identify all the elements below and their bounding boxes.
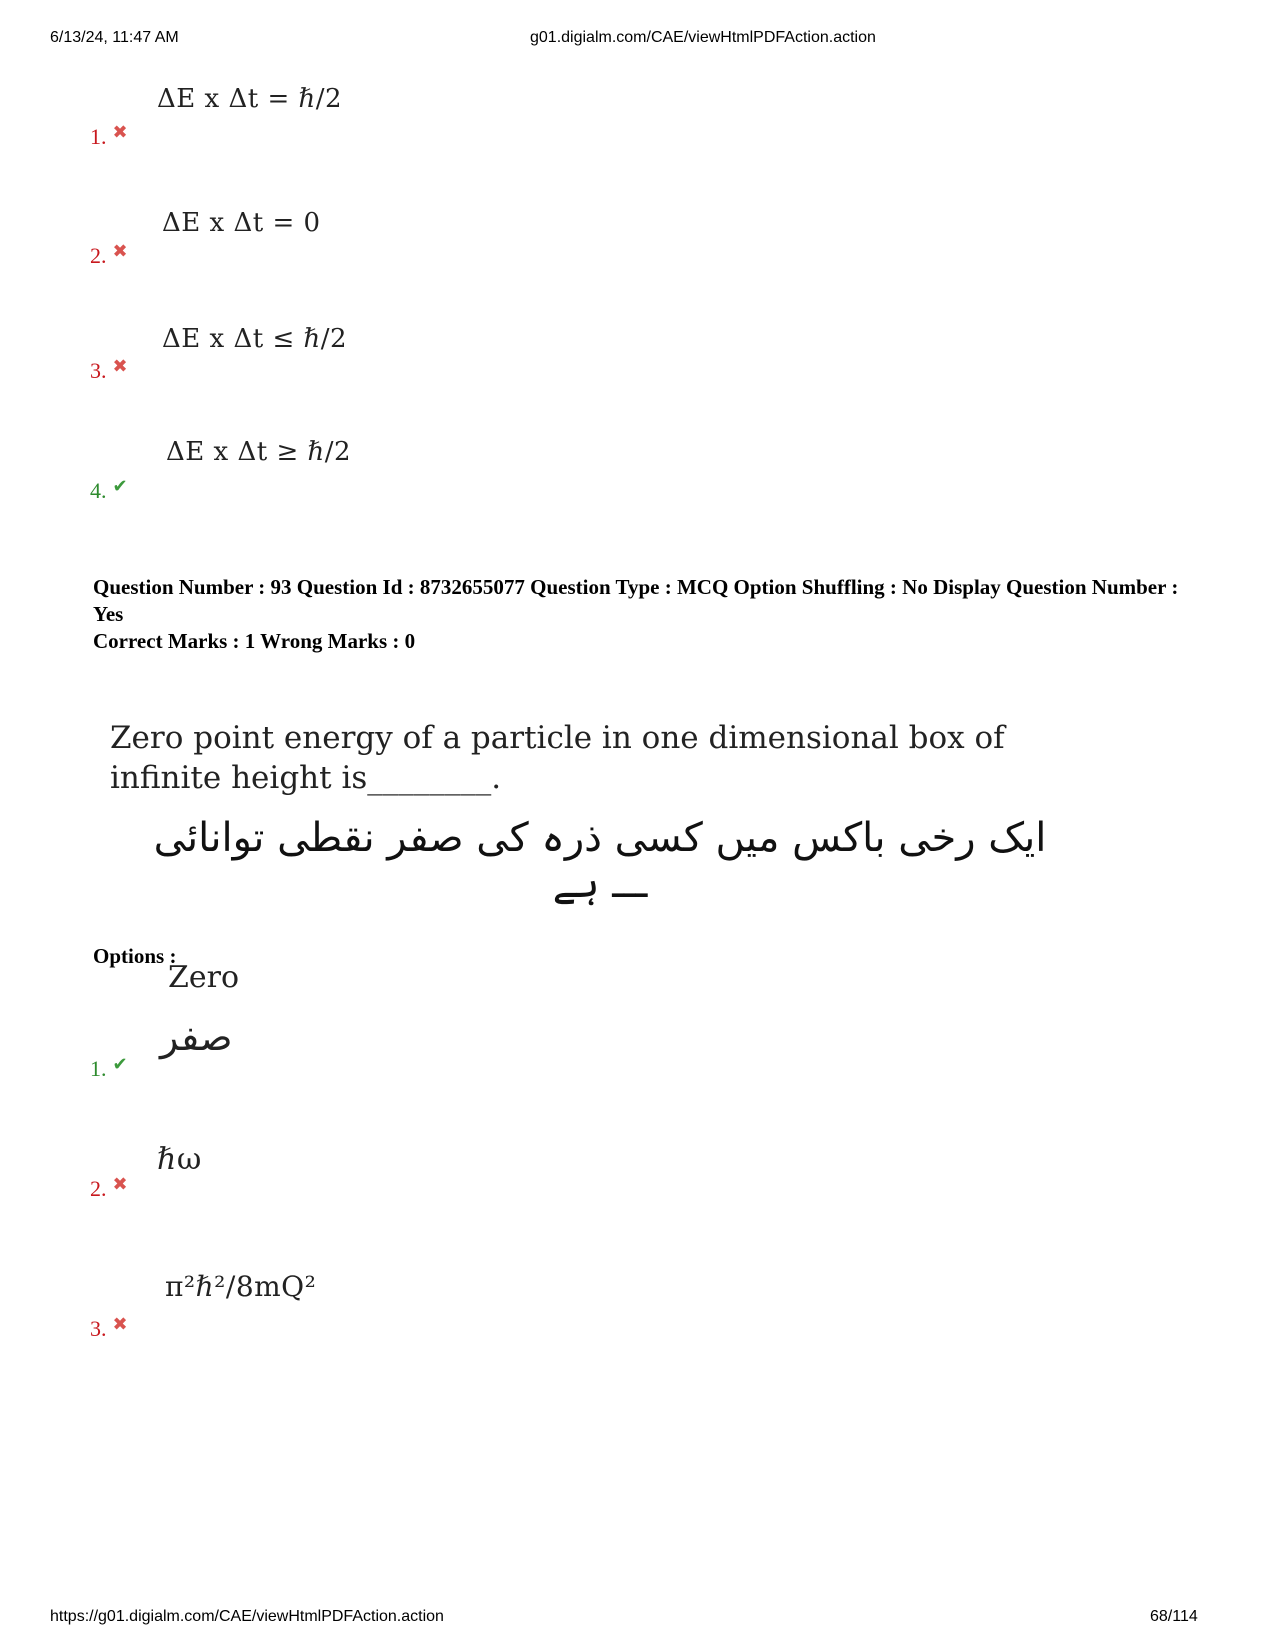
cross-icon: ✖ xyxy=(112,1314,128,1334)
cross-icon: ✖ xyxy=(112,122,128,142)
option-3-formula: π²ℏ²/8mQ² xyxy=(165,1270,317,1303)
prev-option-1-number: 1. ✖ xyxy=(90,122,128,149)
question-marks: Correct Marks : 1 Wrong Marks : 0 xyxy=(93,629,416,653)
option-2-formula: ℏω xyxy=(157,1142,202,1177)
print-datetime: 6/13/24, 11:47 AM xyxy=(50,29,179,46)
check-icon: ✔ xyxy=(112,1054,128,1074)
option-1-text-english: Zero xyxy=(168,960,240,995)
options-label: Options : xyxy=(93,944,177,968)
question-text-urdu: ایک رخی باکس میں کسی ذرہ کی صفر نقطی توانائی ـــ ہے xyxy=(153,815,1047,907)
prev-option-3-formula: ΔE x Δt ≤ ℏ/2 xyxy=(162,324,348,354)
question-text-english: Zero point energy of a particle in one dimensional box of infinite height is________. xyxy=(110,720,1005,796)
check-icon: ✔ xyxy=(112,476,128,496)
question-meta: Question Number : 93 Question Id : 8732655077 Question Type : MCQ Option Shuffling : No Display Question Number : Yes xyxy=(93,575,1179,626)
option-3-number: 3. ✖ xyxy=(90,1314,128,1341)
print-url-footer: https://g01.digialm.com/CAE/viewHtmlPDFAction.action xyxy=(50,1608,444,1625)
page-number: 68/114 xyxy=(1150,1608,1198,1625)
cross-icon: ✖ xyxy=(112,241,128,261)
prev-option-4-formula: ΔE x Δt ≥ ℏ/2 xyxy=(166,437,352,467)
option-2-number: 2. ✖ xyxy=(90,1174,128,1201)
prev-option-1-formula: ΔE x Δt = ℏ/2 xyxy=(157,84,343,114)
cross-icon: ✖ xyxy=(112,1174,128,1194)
prev-option-2-formula: ΔE x Δt = 0 xyxy=(162,208,321,238)
option-1-text-urdu: صفر xyxy=(160,1015,233,1059)
prev-option-2-number: 2. ✖ xyxy=(90,241,128,268)
option-1-number: 1. ✔ xyxy=(90,1054,128,1081)
print-url-header: g01.digialm.com/CAE/viewHtmlPDFAction.action xyxy=(530,29,876,46)
cross-icon: ✖ xyxy=(112,356,128,376)
prev-option-3-number: 3. ✖ xyxy=(90,356,128,383)
prev-option-4-number: 4. ✔ xyxy=(90,476,128,503)
